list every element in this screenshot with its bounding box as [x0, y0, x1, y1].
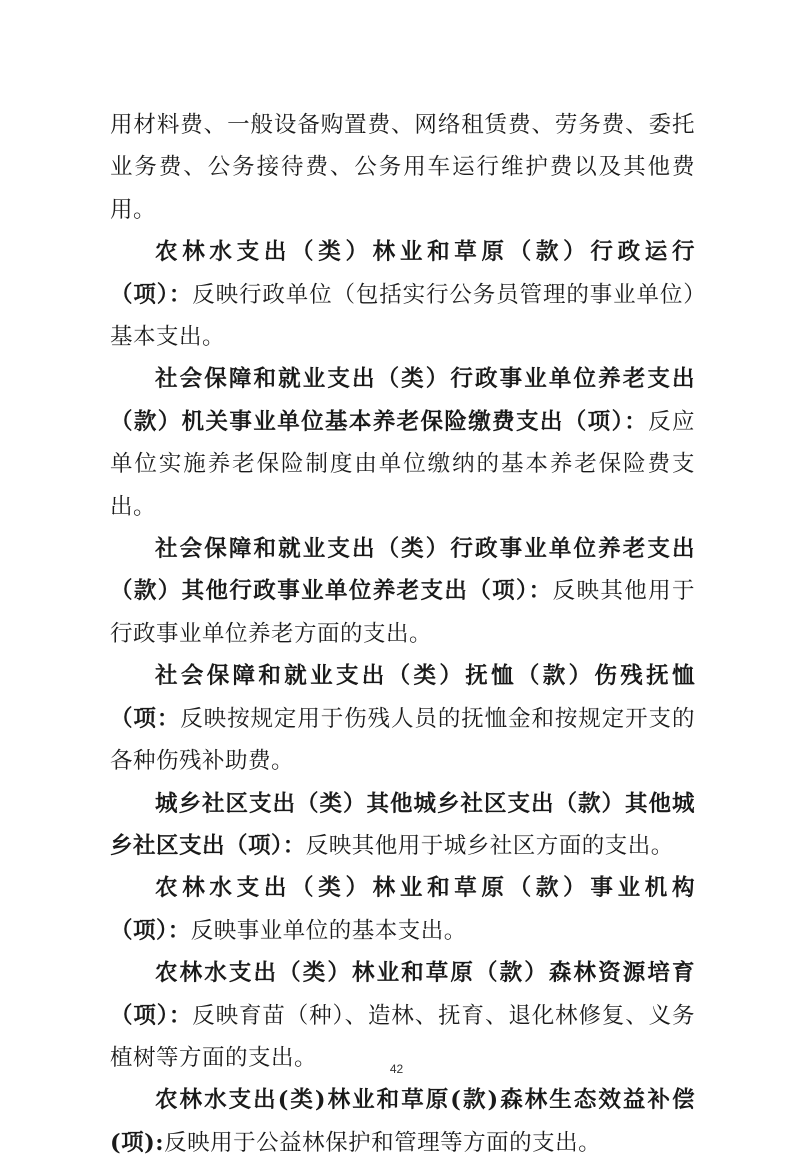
term-heading: 社会保障和就业支出（类）抚恤（款）伤残抚恤（项：: [110, 663, 695, 732]
term-description: 反映行政单位（包括实行公务员管理的事业单位）基本支出。: [110, 281, 695, 351]
term-heading: 农林水支出(类)林业和草原(款)森林生态效益补偿(项):: [110, 1087, 695, 1156]
paragraph-5: [110, 783, 695, 868]
paragraph-1: [110, 231, 695, 358]
paragraph-6: [110, 867, 695, 952]
term-heading: 农林水支出（类）林业和草原（款）森林资源培育（项）：: [110, 960, 695, 1029]
term-heading: 农林水支出（类）林业和草原（款）行政运行（项）：: [110, 239, 695, 308]
page-number: 42: [389, 1062, 404, 1076]
term-heading: 农林水支出（类）林业和草原（款）事业机构（项）：: [110, 875, 695, 944]
term-heading: 社会保障和就业支出（类）行政事业单位养老支出（款）机关事业单位基本养老保险缴费支出（项）：: [110, 366, 695, 435]
paragraph-4: [110, 655, 695, 782]
term-description: 反映用于公益林保护和管理等方面的支出。: [164, 1129, 602, 1156]
term-description: 反映事业单位的基本支出。: [190, 917, 467, 944]
term-description: 反映其他用于行政事业单位养老方面的支出。: [110, 578, 695, 647]
paragraph-7: [110, 952, 695, 1079]
continuation-paragraph: 用材料费、一般设备购置费、网络租赁费、劳务费、委托业务费、公务接待费、公务用车运行维护费以及其他费用。: [110, 112, 695, 223]
paragraph-3: [110, 528, 695, 655]
term-heading: 城乡社区支出（类）其他城乡社区支出（款）其他城乡社区支出（项）：: [110, 790, 695, 859]
term-description: 反应单位实施养老保险制度由单位缴纳的基本养老保险费支出。: [110, 408, 695, 520]
term-heading: 社会保障和就业支出（类）行政事业单位养老支出（款）其他行政事业单位养老支出（项）：: [110, 536, 695, 605]
term-description: 反映育苗（种）、造林、抚育、退化林修复、义务植树等方面的支出。: [110, 1002, 695, 1071]
term-description: 反映其他用于城乡社区方面的支出。: [305, 832, 674, 859]
document-body: [110, 104, 695, 1164]
term-description: 反映按规定用于伤残人员的抚恤金和按规定开支的各种伤残补助费。: [110, 705, 695, 775]
paragraph-2: [110, 358, 695, 528]
